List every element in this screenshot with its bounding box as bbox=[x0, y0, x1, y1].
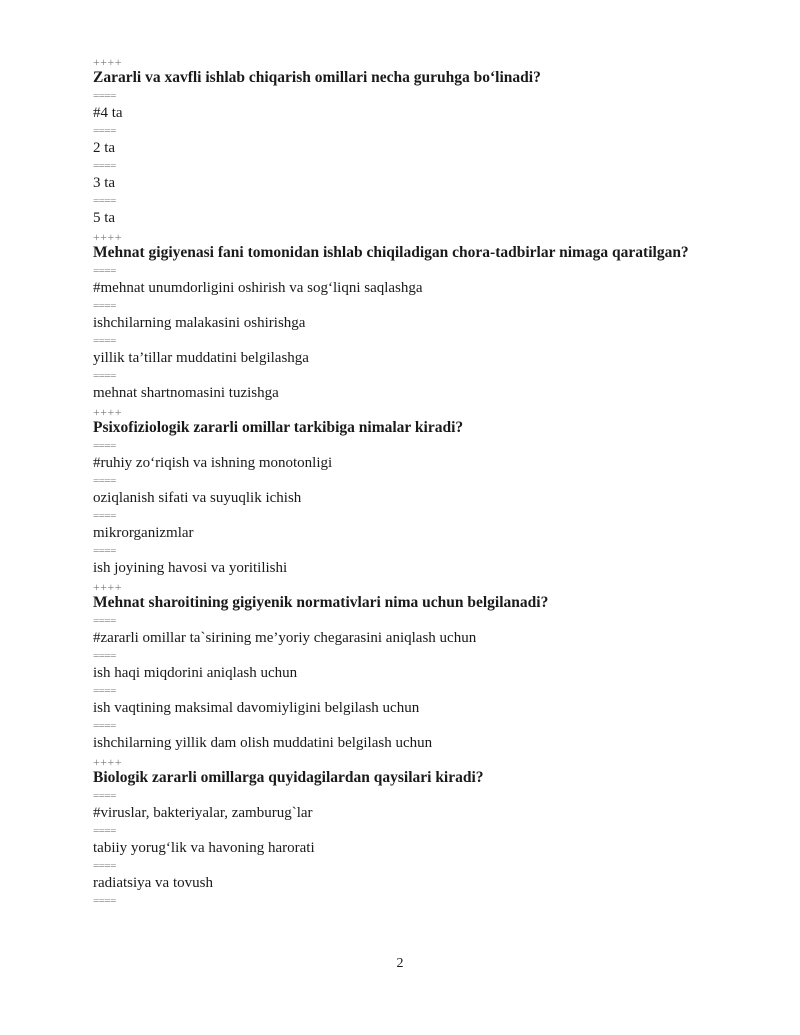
option-separator: ==== bbox=[93, 335, 116, 347]
option-separator: ==== bbox=[93, 265, 116, 277]
answer-option: ish vaqtining maksimal davomiyligini belgilash uchun bbox=[93, 700, 420, 716]
question-text: Mehnat gigiyenasi fani tomonidan ishlab chiqiladigan chora-tadbirlar nimaga qaratilgan? bbox=[93, 244, 689, 261]
option-separator: ==== bbox=[93, 160, 116, 172]
document-page bbox=[93, 56, 733, 907]
page-number: 2 bbox=[396, 956, 404, 971]
question-separator: ++++ bbox=[93, 580, 123, 594]
option-separator: ==== bbox=[93, 825, 116, 837]
question-text: Biologik zararli omillarga quyidagilardan qaysilari kiradi? bbox=[93, 769, 484, 786]
option-separator: ==== bbox=[93, 650, 116, 662]
answer-option: #zararli omillar ta`sirining me’yoriy chegarasini aniqlash uchun bbox=[93, 630, 477, 646]
question-text: Mehnat sharoitining gigiyenik normativlari nima uchun belgilanadi? bbox=[93, 594, 549, 611]
option-separator: ==== bbox=[93, 125, 116, 137]
answer-option: tabiiy yorug‘lik va havoning harorati bbox=[93, 840, 315, 856]
option-separator: ==== bbox=[93, 440, 116, 452]
question-separator: ++++ bbox=[93, 55, 123, 69]
option-separator: ==== bbox=[93, 195, 116, 207]
option-separator: ==== bbox=[93, 685, 116, 697]
option-separator: ==== bbox=[93, 510, 116, 522]
answer-option: ishchilarning malakasini oshirishga bbox=[93, 315, 306, 331]
answer-option: 5 ta bbox=[93, 210, 116, 226]
answer-option: ishchilarning yillik dam olish muddatini belgilash uchun bbox=[93, 735, 433, 751]
question-text: Zararli va xavfli ishlab chiqarish omillari necha guruhga bo‘linadi? bbox=[93, 69, 541, 86]
question-text: Psixofiziologik zararli omillar tarkibiga nimalar kiradi? bbox=[93, 419, 464, 436]
answer-option: mehnat shartnomasini tuzishga bbox=[93, 385, 279, 401]
answer-option: ish haqi miqdorini aniqlash uchun bbox=[93, 665, 298, 681]
answer-option: yillik ta’tillar muddatini belgilashga bbox=[93, 350, 309, 366]
answer-option: 2 ta bbox=[93, 140, 116, 156]
answer-option: #viruslar, bakteriyalar, zamburug`lar bbox=[93, 805, 313, 821]
option-separator: ==== bbox=[93, 615, 116, 627]
answer-option: oziqlanish sifati va suyuqlik ichish bbox=[93, 490, 302, 506]
answer-option: #mehnat unumdorligini oshirish va sog‘liqni saqlashga bbox=[93, 280, 423, 296]
option-separator: ==== bbox=[93, 300, 116, 312]
option-separator: ==== bbox=[93, 90, 116, 102]
answer-option: radiatsiya va tovush bbox=[93, 875, 213, 891]
answer-option: mikrorganizmlar bbox=[93, 525, 194, 541]
option-separator: ==== bbox=[93, 860, 116, 872]
answer-option: #ruhiy zo‘riqish va ishning monotonligi bbox=[93, 455, 333, 471]
option-separator: ==== bbox=[93, 720, 116, 732]
question-separator: ++++ bbox=[93, 755, 123, 769]
question-separator: ++++ bbox=[93, 405, 123, 419]
option-separator: ==== bbox=[93, 895, 116, 907]
option-separator: ==== bbox=[93, 790, 116, 802]
option-separator: ==== bbox=[93, 475, 116, 487]
answer-option: ish joyining havosi va yoritilishi bbox=[93, 560, 288, 576]
option-separator: ==== bbox=[93, 370, 116, 382]
answer-option: 3 ta bbox=[93, 175, 116, 191]
question-separator: ++++ bbox=[93, 230, 123, 244]
answer-option: #4 ta bbox=[93, 105, 123, 121]
option-separator: ==== bbox=[93, 545, 116, 557]
